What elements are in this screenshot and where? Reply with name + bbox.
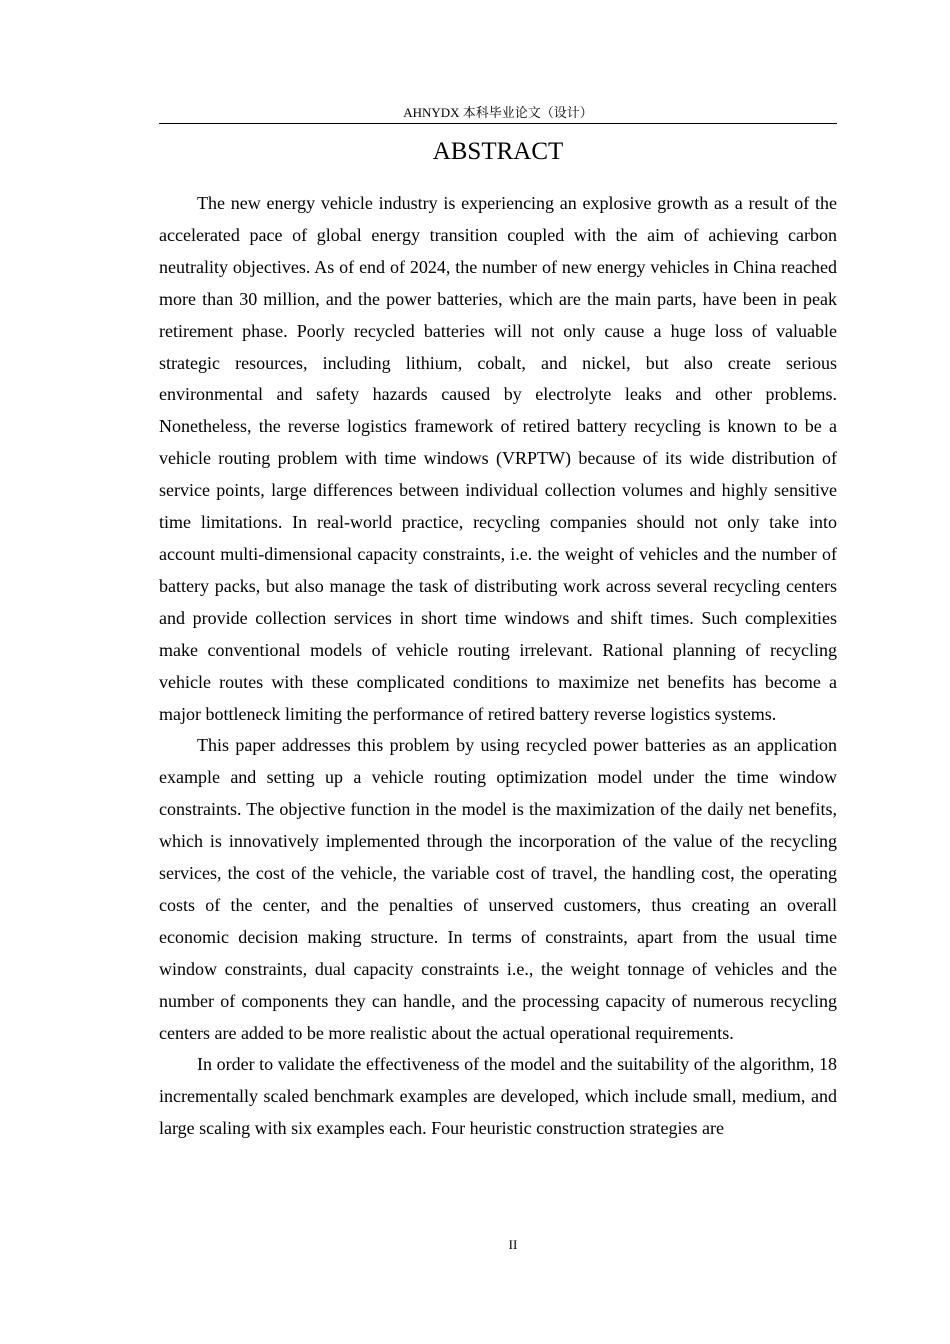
page-number: II	[508, 1237, 518, 1252]
abstract-paragraph-1: The new energy vehicle industry is experiencing an explosive growth as a result of the accelerated pace of global energy transition coupled with the aim of achieving carbon neutrality objectives. As of end of 2024, the number of new energy vehicles in China reached more than 30 million, and the power batteries, which are the main parts, have been in peak retirement phase. Poorly recycled batteries will not only cause a huge loss of valuable strategic resources, including lithium, cobalt, and nickel, but also create serious environmental and safety hazards caused by electrolyte leaks and other problems. Nonetheless, the reverse logistics framework of retired battery recycling is known to be a vehicle routing problem with time windows (VRPTW) because of its wide distribution of service points, large differences between individual collection volumes and highly sensitive time limitations. In real-world practice, recycling companies should not only take into account multi-dimensional capacity constraints, i.e. the weight of vehicles and the number of battery packs, but also manage the task of distributing work across several recycling centers and provide collection services in short time windows and shift times. Such complexities make conventional models of vehicle routing irrelevant. Rational planning of recycling vehicle routes with these complicated conditions to maximize net benefits has become a major bottleneck limiting the performance of retired battery reverse logistics systems.	[159, 193, 837, 724]
header-rule	[159, 123, 837, 124]
running-header: AHNYDX 本科毕业论文（设计）	[403, 105, 593, 120]
abstract-paragraph-3: In order to validate the effectiveness of the model and the suitability of the algorithm, 18 incrementally scaled benchmark examples are developed, which include small, medium, and large scaling with six examples each. Four heuristic construction strategies are	[159, 1054, 837, 1139]
abstract-body	[159, 188, 837, 1145]
abstract-paragraph-2: This paper addresses this problem by using recycled power batteries as an application example and setting up a vehicle routing optimization model under the time window constraints. The objective function in the model is the maximization of the daily net benefits, which is innovatively implemented through the incorporation of the value of the recycling services, the cost of the vehicle, the variable cost of travel, the handling cost, the operating costs of the center, and the penalties of unserved customers, thus creating an overall economic decision making structure. In terms of constraints, apart from the usual time window constraints, dual capacity constraints i.e., the weight tonnage of vehicles and the number of components they can handle, and the processing capacity of numerous recycling centers are added to be more realistic about the actual operational requirements.	[159, 735, 837, 1043]
abstract-title: ABSTRACT	[432, 138, 564, 165]
